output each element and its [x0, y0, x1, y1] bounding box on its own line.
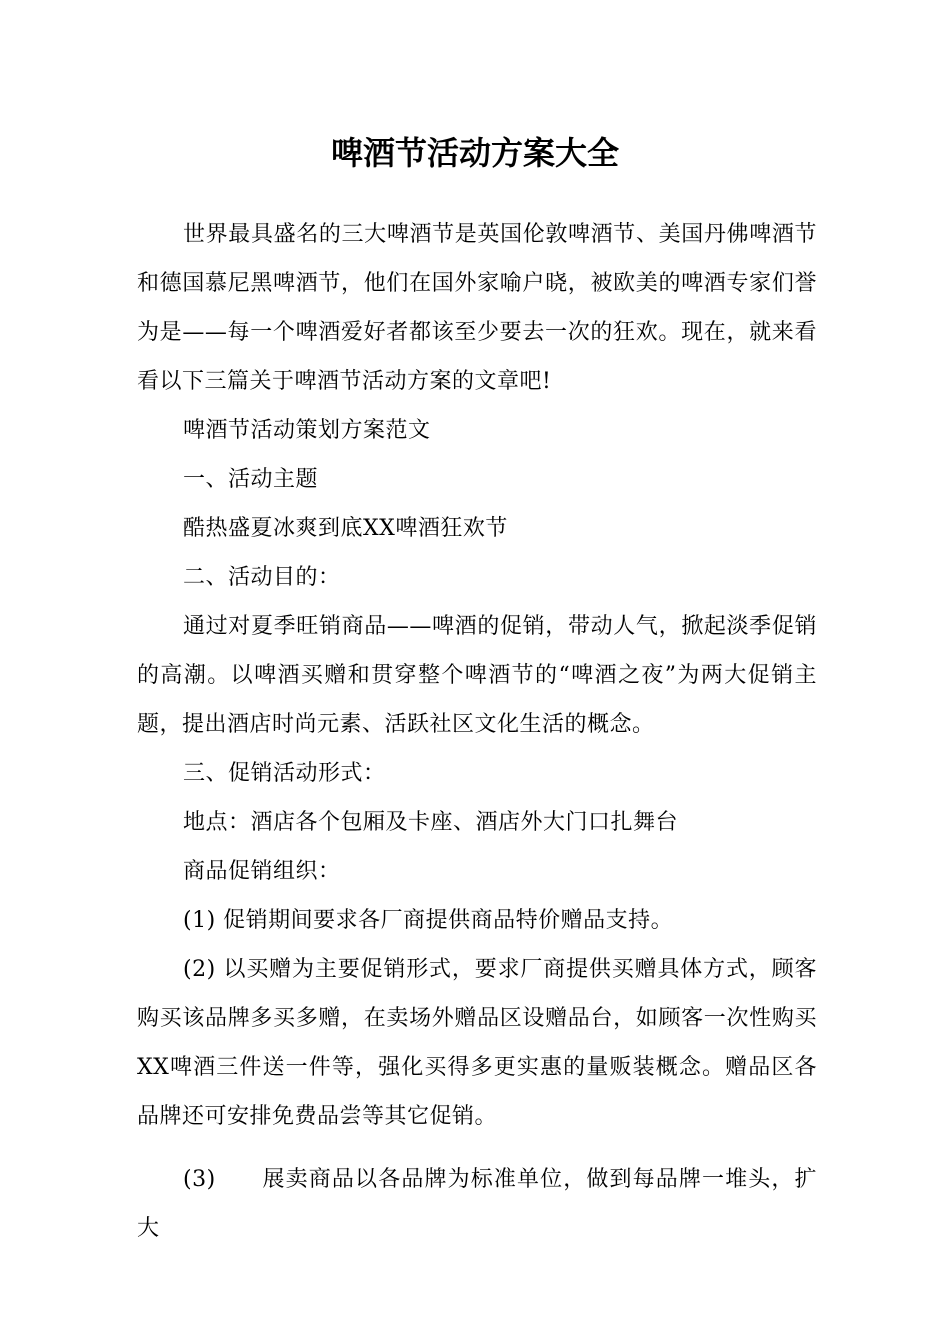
paragraph-theme: 酷热盛夏冰爽到底XX啤酒狂欢节 [183, 516, 508, 541]
paragraph-plan-heading: 啤酒节活动策划方案范文 [183, 418, 431, 443]
document-title: 啤酒节活动方案大全 [330, 134, 619, 172]
paragraph-location: 地点：酒店各个包厢及卡座、酒店外大门口扎舞台 [183, 810, 679, 835]
paragraph-promo-org: 商品促销组织： [183, 859, 341, 884]
section-heading-purpose: 二、活动目的： [183, 565, 341, 590]
section-heading-theme: 一、活动主题 [183, 467, 319, 492]
paragraph-purpose: 通过对夏季旺销商品——啤酒的促销，带动人气，掀起淡季促销的高潮。以啤酒买赠和贯穿整个啤酒节的“啤酒之夜”为两大促销主题，提出酒店时尚元素、活跃社区文化生活的概念。 [137, 614, 817, 737]
paragraph-intro: 世界最具盛名的三大啤酒节是英国伦敦啤酒节、美国丹佛啤酒节和德国慕尼黑啤酒节，他们在国外家喻户晓，被欧美的啤酒专家们誉为是——每一个啤酒爱好者都该至少要去一次的狂欢。现在，就来看看以下三篇关于啤酒节活动方案的文章吧! [137, 222, 817, 394]
list-item-2: (2) 以买赠为主要促销形式，要求厂商提供买赠具体方式，顾客购买该品牌多买多赠，在卖场外赠品区设赠品台，如顾客一次性购买XX啤酒三件送一件等，强化买得多更实惠的量贩装概念。赠品区各品牌还可安排免费品尝等其它促销。 [137, 957, 817, 1129]
document-body [137, 210, 817, 1253]
list-item-3: (3) 展卖商品以各品牌为标准单位，做到每品牌一堆头，扩大 [137, 1167, 817, 1241]
section-heading-format: 三、促销活动形式： [183, 761, 386, 786]
list-item-1: (1) 促销期间要求各厂商提供商品特价赠品支持。 [183, 908, 674, 933]
